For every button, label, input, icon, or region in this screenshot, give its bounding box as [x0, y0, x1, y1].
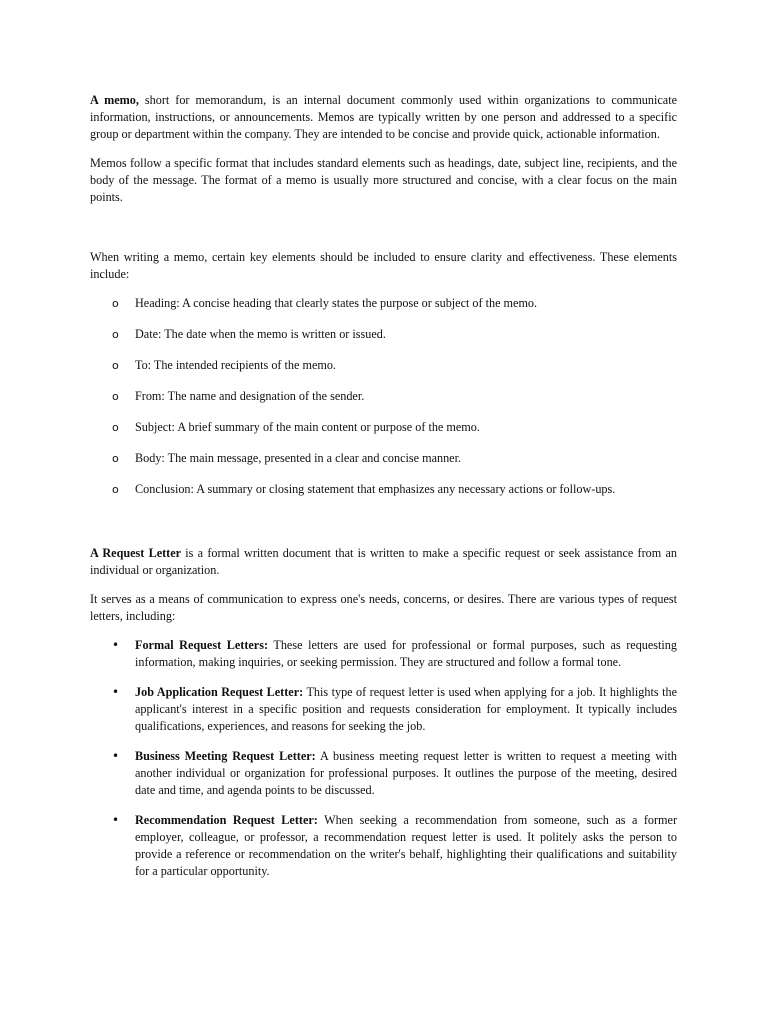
- circle-bullet-icon: o: [112, 328, 119, 341]
- bullet-icon: •: [112, 685, 120, 699]
- list-item-text: A business meeting request letter is written to request a meeting with another individual or organization for professional purposes. It outlines the purpose of the meeting, desired date and time, and agenda points to be discussed.: [135, 749, 677, 797]
- bullet-icon: •: [112, 749, 120, 763]
- circle-bullet-icon: o: [112, 297, 119, 310]
- list-item: [90, 357, 677, 374]
- list-item-text: Conclusion: A summary or closing statement that emphasizes any necessary actions or follow-ups.: [135, 482, 616, 496]
- list-item: [90, 450, 677, 467]
- list-item: [90, 684, 677, 735]
- list-item-title: Recommendation Request Letter:: [135, 813, 318, 827]
- memo-definition-paragraph: [90, 92, 677, 143]
- list-item-text: From: The name and designation of the sender.: [135, 389, 365, 403]
- list-item-text: Subject: A brief summary of the main content or purpose of the memo.: [135, 420, 480, 434]
- memo-format-paragraph: Memos follow a specific format that includes standard elements such as headings, date, subject line, recipients, and the body of the message. The format of a memo is usually more structured and concise, with a clear focus on the main points.: [90, 156, 677, 204]
- list-item-text: This type of request letter is used when applying for a job. It highlights the applicant's interest in a specific position and requests consideration for employment. It typically includes qualifications, experiences, and reasons for seeking the job.: [135, 685, 677, 733]
- request-letter-types-intro: It serves as a means of communication to express one's needs, concerns, or desires. There are various types of request letters, including:: [90, 592, 677, 623]
- list-item: [90, 748, 677, 799]
- circle-bullet-icon: o: [112, 359, 119, 372]
- request-letter-definition-paragraph: [90, 545, 677, 579]
- memo-elements-list: [90, 295, 677, 498]
- list-item: [90, 326, 677, 343]
- circle-bullet-icon: o: [112, 421, 119, 434]
- list-item: [90, 295, 677, 312]
- list-item: [90, 388, 677, 405]
- list-item: [90, 419, 677, 436]
- list-item-text: Date: The date when the memo is written or issued.: [135, 327, 386, 341]
- document-page: [90, 92, 677, 893]
- bullet-icon: •: [112, 638, 120, 652]
- bullet-icon: •: [112, 813, 120, 827]
- circle-bullet-icon: o: [112, 452, 119, 465]
- list-item-title: Formal Request Letters:: [135, 638, 269, 652]
- circle-bullet-icon: o: [112, 483, 119, 496]
- memo-elements-intro: When writing a memo, certain key elements should be included to ensure clarity and effectiveness. These elements include:: [90, 250, 677, 281]
- request-letter-term: A Request Letter: [90, 546, 182, 560]
- list-item-text: Body: The main message, presented in a clear and concise manner.: [135, 451, 462, 465]
- request-letter-definition-text: is a formal written document that is written to make a specific request or seek assistance from an individual or organization.: [90, 546, 677, 577]
- list-item-title: Business Meeting Request Letter:: [135, 749, 316, 763]
- list-item-text: When seeking a recommendation from someone, such as a former employer, colleague, or professor, a recommendation request letter is used. It politely asks the person to provide a reference or recommendation on the writer's behalf, highlighting their qualifications and suitability for a particular opportunity.: [135, 813, 678, 878]
- list-item: [90, 637, 677, 671]
- circle-bullet-icon: o: [112, 390, 119, 403]
- list-item-text: Heading: A concise heading that clearly states the purpose or subject of the memo.: [135, 296, 538, 310]
- list-item: [90, 481, 677, 498]
- memo-term: A memo,: [90, 93, 139, 107]
- request-letter-types-list: [90, 637, 677, 880]
- list-item-title: Job Application Request Letter:: [135, 685, 304, 699]
- list-item-text: To: The intended recipients of the memo.: [135, 358, 336, 372]
- list-item: [90, 812, 677, 880]
- list-item-text: These letters are used for professional or formal purposes, such as requesting information, making inquiries, or seeking permission. They are structured and follow a formal tone.: [135, 638, 677, 669]
- memo-definition-text: short for memorandum, is an internal document commonly used within organizations to communicate information, instructions, or announcements. Memos are typically written by one person and addressed to a specific group or department within the company. They are intended to be concise and provide quick, actionable information.: [90, 93, 677, 141]
